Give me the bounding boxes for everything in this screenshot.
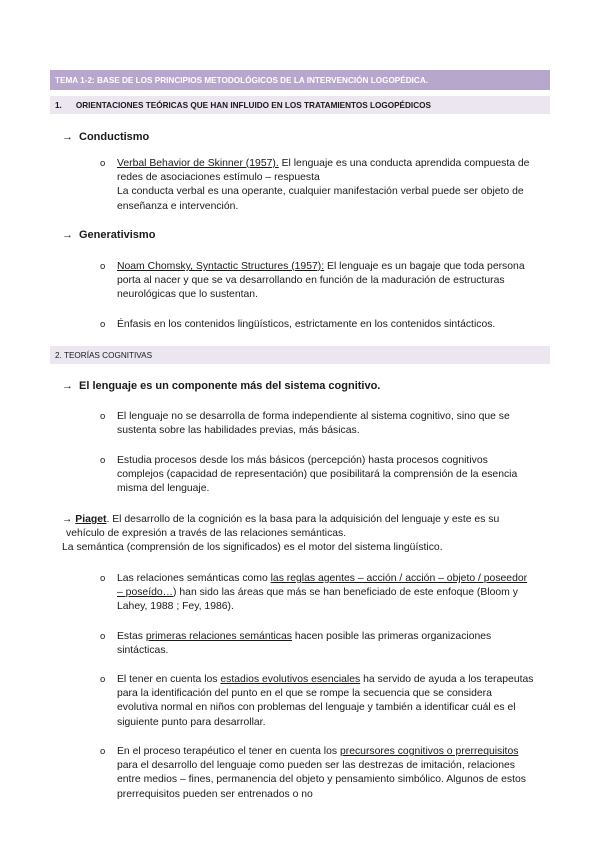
piaget-p3-line-2: para la identificación del punto en el que se rompe la secuencia que se considera (117, 688, 492, 700)
cognitivas-b1-line-2: sustenta sobre las habilidades previas, más básicas. (117, 425, 360, 437)
piaget-p1-pre: Las relaciones semánticas como (117, 573, 271, 584)
arrow-icon: → (62, 514, 73, 525)
topic-title: TEMA 1-2: BASE DE LOS PRINCIPIOS METODOLÓGICOS DE LA INTERVENCIÓN LOGOPÉDICA. (55, 75, 429, 85)
semantic-rules-underline-2: – poseído… (117, 587, 174, 599)
bullet-icon: o (100, 411, 106, 422)
conductismo-line-3: La conducta verbal es una operante, cualquier manifestación verbal puede ser objeto de (117, 186, 524, 198)
generativismo-line-1: El lenguaje es un bagaje que toda persona (324, 261, 525, 272)
conductismo-title: Conductismo (79, 131, 150, 143)
piaget-paragraph (62, 513, 552, 556)
piaget-text-1 (117, 572, 553, 615)
piaget-p3-rest: ha servido de ayuda a los terapeutas (360, 674, 534, 685)
cognitivas-text-2 (117, 454, 553, 497)
cognitivas-b2-line-3: misma del lenguaje. (117, 483, 210, 495)
generativismo-emphasis: Énfasis en los contenidos lingüísticos, estrictamente en los contenidos sintácticos. (117, 319, 496, 330)
conductismo-line-4: enseñanza e intervención. (117, 200, 239, 212)
piaget-p4-pre: En el proceso terapéutico el tener en cuenta los (117, 746, 340, 757)
bullet-icon: o (100, 158, 106, 169)
piaget-p4-line-4: prerrequisitos pueden ser entrenados o no (117, 788, 313, 800)
piaget-line-1: . El desarrollo de la cognición es la basa para la adquisición del lenguaje y este es su (106, 514, 500, 525)
bullet-icon: o (100, 319, 106, 330)
section-2-bar (50, 346, 550, 364)
generativismo-title: Generativismo (79, 229, 156, 241)
generativismo-heading (62, 229, 155, 241)
cognitivas-heading (62, 380, 380, 392)
bullet-icon: o (100, 261, 106, 272)
cognitivas-b2-line-2: complejos (capacidad de representación) que posibilitará la comprensión de la esencia (117, 469, 518, 481)
piaget-p3-pre: El tener en cuenta los (117, 674, 221, 685)
conductismo-text (117, 157, 553, 214)
bullet-icon: o (100, 631, 106, 642)
bullet-icon: o (100, 746, 106, 757)
chomsky-reference: Noam Chomsky, Syntactic Structures (1957): (117, 261, 325, 272)
piaget-p2-pre: Estas (117, 631, 146, 642)
conductismo-heading (62, 131, 149, 143)
section-2-title: 2. TEORÍAS COGNITIVAS (55, 350, 153, 360)
piaget-p4-line-3: entre medios – fines, permanencia del objeto y pensamiento simbólico. Algunos de estos (117, 774, 526, 786)
arrow-icon: → (62, 380, 73, 392)
piaget-p2-line-2: sintácticas. (117, 645, 169, 657)
skinner-reference: Verbal Behavior de Skinner (1957). (117, 158, 279, 169)
primeras-relaciones-underline: primeras relaciones semánticas (145, 631, 292, 642)
cognitivas-b1-line-1: El lenguaje no se desarrolla de forma independiente al sistema cognitivo, sino que se (117, 411, 510, 422)
piaget-p1-line-2: ) han sido las áreas que más se han beneficiado de este enfoque (Bloom y (173, 587, 518, 599)
piaget-p2-rest: hacen posible las primeras organizaciones (291, 631, 492, 642)
arrow-icon: → (62, 131, 73, 143)
piaget-p1-line-3: Lahey, 1988 ; Fey, 1986). (117, 601, 234, 613)
section-1-title: ORIENTACIONES TEÓRICAS QUE HAN INFLUIDO EN LOS TRATAMIENTOS LOGOPÉDICOS (75, 100, 431, 110)
estadios-underline: estadios evolutivos esenciales (220, 674, 361, 685)
piaget-line-2: vehículo de expresión a través de las relaciones semánticas. (66, 528, 347, 540)
conductismo-line-2: redes de asociaciones estímulo – respuesta (117, 172, 320, 184)
bullet-icon: o (100, 455, 106, 466)
cognitivas-text-1 (117, 410, 553, 438)
bullet-icon: o (100, 573, 106, 584)
arrow-icon: → (62, 229, 73, 241)
topic-title-bar (50, 70, 550, 90)
generativismo-text (117, 260, 553, 303)
piaget-text-2 (117, 630, 553, 658)
cognitivas-b2-line-1: Estudia procesos desde los más básicos (percepción) hasta procesos cognitivos (117, 455, 488, 466)
piaget-text-3 (117, 673, 553, 730)
conductismo-line-1: El lenguaje es una conducta aprendida compuesta de (278, 158, 530, 169)
piaget-text-4 (117, 745, 553, 802)
section-1-bar (50, 96, 550, 114)
piaget-p3-line-4: siguiente punto para desarrollar. (117, 716, 266, 728)
piaget-name: Piaget (75, 514, 107, 525)
precursores-underline: precursores cognitivos o prerrequisitos (339, 746, 519, 757)
cognitivas-title: El lenguaje es un componente más del sistema cognitivo. (79, 380, 381, 392)
piaget-p3-line-3: evolutiva normal en niños con problemas del lenguaje y también a identificar cuál es el (117, 702, 516, 714)
generativismo-line-2: porta al nacer y que se va desarrollando en función de la maduración de estructuras (117, 275, 505, 287)
bullet-icon: o (100, 674, 106, 685)
generativismo-line-3: neurológicas que lo sustentan. (117, 289, 258, 301)
piaget-line-3: La semántica (comprensión de los significados) es el motor del sistema lingüístico. (62, 542, 443, 554)
semantic-rules-underline: las reglas agentes – acción / acción – objeto / poseedor (270, 573, 528, 584)
section-1-number: 1. (55, 100, 62, 110)
piaget-p4-line-2: para el desarrollo del lenguaje como pueden ser las destrezas de imitación, relaciones (117, 760, 515, 772)
